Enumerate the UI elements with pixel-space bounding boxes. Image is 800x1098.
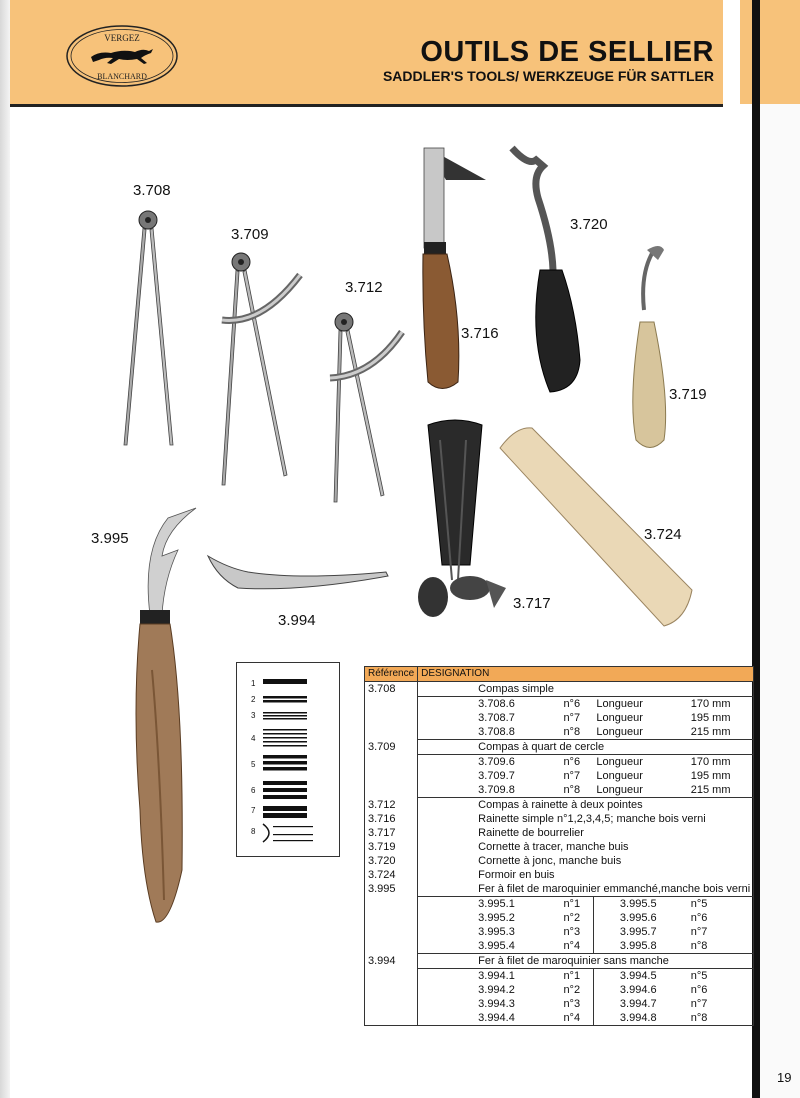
table-row: 3.708.6 n°6 Longueur 170 mm: [365, 697, 754, 712]
header-designation: DESIGNATION: [418, 667, 754, 682]
fer-a-filet-emmanche-image: [136, 508, 196, 922]
size-8: 8: [251, 827, 256, 836]
label-3720: 3.720: [570, 216, 608, 233]
table-header: [365, 667, 754, 682]
cornette-jonc-image: [512, 148, 580, 392]
header-rule: [10, 104, 723, 107]
label-3712: 3.712: [345, 279, 383, 296]
compass-double-point-image: [330, 313, 402, 502]
table-row: 3.708.7 n°7 Longueur 195 mm: [365, 711, 754, 725]
table-row: 3.717 Rainette de bourrelier: [365, 826, 754, 840]
size-1: 1: [251, 679, 256, 688]
rainette-bourrelier-image: [418, 420, 506, 617]
page-title: OUTILS DE SELLIER: [420, 36, 714, 68]
size-6: 6: [251, 786, 256, 795]
groove-size-chart: [236, 662, 340, 857]
label-3709: 3.709: [231, 226, 269, 243]
table-row: 3.708.8 n°8 Longueur 215 mm: [365, 725, 754, 740]
table-row: 3.995.2 n°2 3.995.6 n°6: [365, 911, 754, 925]
compass-quarter-circle-image: [222, 253, 300, 485]
table-row: 3.994.3 n°3 3.994.7 n°7: [365, 997, 754, 1011]
groove-size-lines: [237, 663, 339, 856]
table-row: 3.995.3 n°3 3.995.7 n°7: [365, 925, 754, 939]
size-7: 7: [251, 806, 256, 815]
header-band-next-page: [740, 0, 800, 104]
table-row: 3.709.6 n°6 Longueur 170 mm: [365, 755, 754, 770]
header-reference: Référence: [365, 667, 418, 682]
rainette-simple-image: [423, 148, 486, 389]
table-row: 3.719 Cornette à tracer, manche buis: [365, 840, 754, 854]
table-row: 3.709.7 n°7 Longueur 195 mm: [365, 769, 754, 783]
greyhound-icon: [91, 49, 153, 64]
cornette-tracer-image: [633, 246, 666, 448]
label-3708: 3.708: [133, 182, 171, 199]
next-page-strip: [760, 104, 800, 1098]
size-3: 3: [251, 711, 256, 720]
size-4: 4: [251, 734, 256, 743]
compass-simple-image: [124, 211, 173, 445]
label-3995: 3.995: [91, 530, 129, 547]
table-row: 3.994.4 n°4 3.994.8 n°8: [365, 1011, 754, 1026]
table-row: 3.995 Fer à filet de maroquinier emmanché,manche bois verni: [365, 882, 754, 897]
fer-a-filet-sans-manche-image: [208, 556, 388, 589]
table-row: 3.709 Compas à quart de cercle: [365, 740, 754, 755]
vergez-blanchard-logo: [65, 24, 179, 88]
label-3724: 3.724: [644, 526, 682, 543]
label-3717: 3.717: [513, 595, 551, 612]
table-row: 3.716 Rainette simple n°1,2,3,4,5; manche bois verni: [365, 812, 754, 826]
table-row: 3.712 Compas à rainette à deux pointes: [365, 798, 754, 813]
table-row: 3.720 Cornette à jonc, manche buis: [365, 854, 754, 868]
table-row: 3.995.1 n°1 3.995.5 n°5: [365, 897, 754, 912]
table-row: 3.724 Formoir en buis: [365, 868, 754, 882]
label-3994: 3.994: [278, 612, 316, 629]
size-5: 5: [251, 760, 256, 769]
logo-top-text: VERGEZ: [104, 33, 140, 43]
size-2: 2: [251, 695, 256, 704]
label-3716: 3.716: [461, 325, 499, 342]
label-3719: 3.719: [669, 386, 707, 403]
table-row: 3.709.8 n°8 Longueur 215 mm: [365, 783, 754, 798]
reference-table: [364, 666, 754, 1026]
table-row: 3.708 Compas simple: [365, 682, 754, 697]
table-row: 3.994.1 n°1 3.994.5 n°5: [365, 969, 754, 984]
page-number: 19: [777, 1070, 792, 1085]
table-row: 3.994.2 n°2 3.994.6 n°6: [365, 983, 754, 997]
page-subtitle: SADDLER'S TOOLS/ WERKZEUGE FÜR SATTLER: [382, 68, 714, 84]
logo-bottom-text: BLANCHARD: [97, 72, 147, 81]
table-row: 3.995.4 n°4 3.995.8 n°8: [365, 939, 754, 954]
table-row: 3.994 Fer à filet de maroquinier sans manche: [365, 954, 754, 969]
